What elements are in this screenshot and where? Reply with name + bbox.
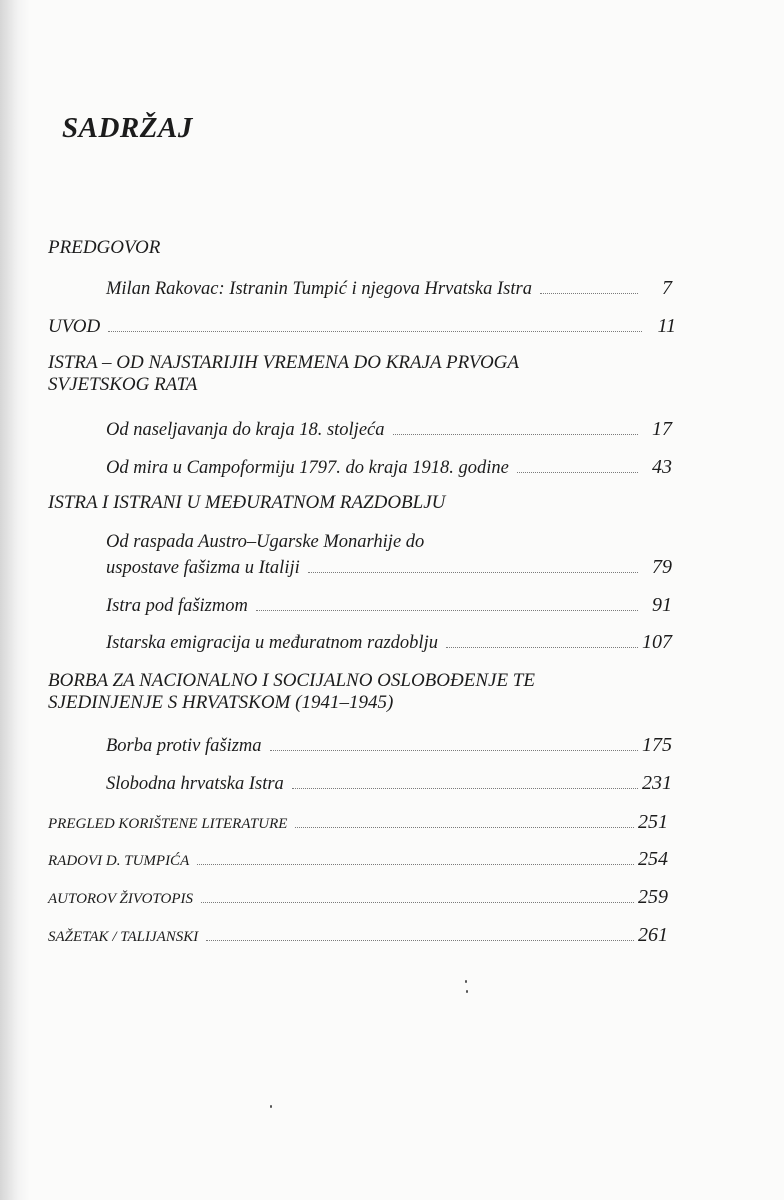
heading-line: SJEDINJENJE S HRVATSKOM (1941–1945) (48, 692, 394, 713)
section-predgovor: PREDGOVOR (48, 237, 161, 258)
leader-dots (206, 940, 634, 941)
toc-entry-raspad-line1: Od raspada Austro–Ugarske Monarhije do (106, 532, 425, 552)
toc-entry-literatura[interactable] (48, 810, 668, 836)
entry-page: 43 (652, 456, 672, 478)
entry-page: 17 (652, 418, 672, 440)
entry-label: Borba protiv fašizma (106, 736, 262, 756)
entry-label: SAŽETAK / TALIJANSKI (48, 929, 199, 945)
entry-label: UVOD (48, 316, 101, 337)
section-borba-heading (48, 670, 676, 714)
print-speck (270, 1105, 272, 1108)
leader-dots (270, 750, 638, 751)
entry-page: 107 (642, 631, 672, 653)
leader-dots (517, 472, 638, 473)
toc-entry-fasizam[interactable] (106, 593, 672, 618)
leader-dots (393, 434, 639, 435)
entry-page: 261 (638, 924, 668, 946)
print-speck (466, 990, 468, 993)
leader-dots (108, 331, 642, 332)
toc-entry-borba[interactable] (106, 733, 672, 758)
entry-page: 251 (638, 811, 668, 833)
toc-entry-campoformio[interactable] (106, 455, 672, 480)
leader-dots (540, 293, 638, 294)
entry-page: 11 (657, 315, 676, 337)
leader-dots (295, 827, 634, 828)
leader-dots (256, 610, 638, 611)
entry-page: 91 (652, 594, 672, 616)
entry-label: Istra pod fašizmom (106, 596, 248, 616)
leader-dots (308, 572, 638, 573)
toc-title: SADRŽAJ (62, 112, 193, 144)
heading-line: BORBA ZA NACIONALNO I SOCIJALNO OSLOBOĐENJE TE (48, 670, 535, 691)
entry-label: Od naseljavanja do kraja 18. stoljeća (106, 420, 385, 440)
toc-entry-sazetak[interactable] (48, 923, 668, 949)
entry-label: RADOVI D. TUMPIĆA (48, 853, 190, 869)
entry-page: 7 (662, 277, 672, 299)
entry-page: 259 (638, 886, 668, 908)
toc-entry-zivotopis[interactable] (48, 885, 668, 911)
entry-page: 231 (642, 772, 672, 794)
heading-line: SVJETSKOG RATA (48, 374, 198, 395)
toc-entry-slobodna[interactable] (106, 771, 672, 796)
leader-dots (201, 902, 634, 903)
toc-entry-emigracija[interactable] (106, 630, 672, 655)
entry-label: AUTOROV ŽIVOTOPIS (48, 891, 193, 907)
entry-label: uspostave fašizma u Italiji (106, 558, 300, 578)
entry-label: Istarska emigracija u međuratnom razdoblju (106, 633, 438, 653)
print-speck (465, 980, 467, 983)
section-meduratno-heading: ISTRA I ISTRANI U MEĐURATNOM RAZDOBLJU (48, 492, 446, 513)
entry-label: Milan Rakovac: Istranin Tumpić i njegova Hrvatska Istra (106, 279, 532, 299)
toc-entry-naseljavanje[interactable] (106, 417, 672, 442)
page-edge-shadow (0, 0, 30, 1200)
entry-page: 79 (652, 556, 672, 578)
toc-entry-uvod[interactable] (48, 314, 676, 339)
section-istra-heading (48, 352, 676, 396)
leader-dots (446, 647, 638, 648)
heading-line: ISTRA – OD NAJSTARIJIH VREMENA DO KRAJA PRVOGA (48, 352, 520, 373)
entry-label: PREGLED KORIŠTENE LITERATURE (48, 816, 288, 832)
leader-dots (197, 864, 634, 865)
leader-dots (292, 788, 638, 789)
toc-entry-radovi[interactable] (48, 847, 668, 873)
entry-page: 175 (642, 734, 672, 756)
entry-label: Od mira u Campoformiju 1797. do kraja 1918. godine (106, 458, 509, 478)
toc-entry-raspad[interactable] (106, 555, 672, 580)
toc-entry-rakovac[interactable] (106, 276, 672, 301)
entry-label: Slobodna hrvatska Istra (106, 774, 284, 794)
entry-page: 254 (638, 848, 668, 870)
